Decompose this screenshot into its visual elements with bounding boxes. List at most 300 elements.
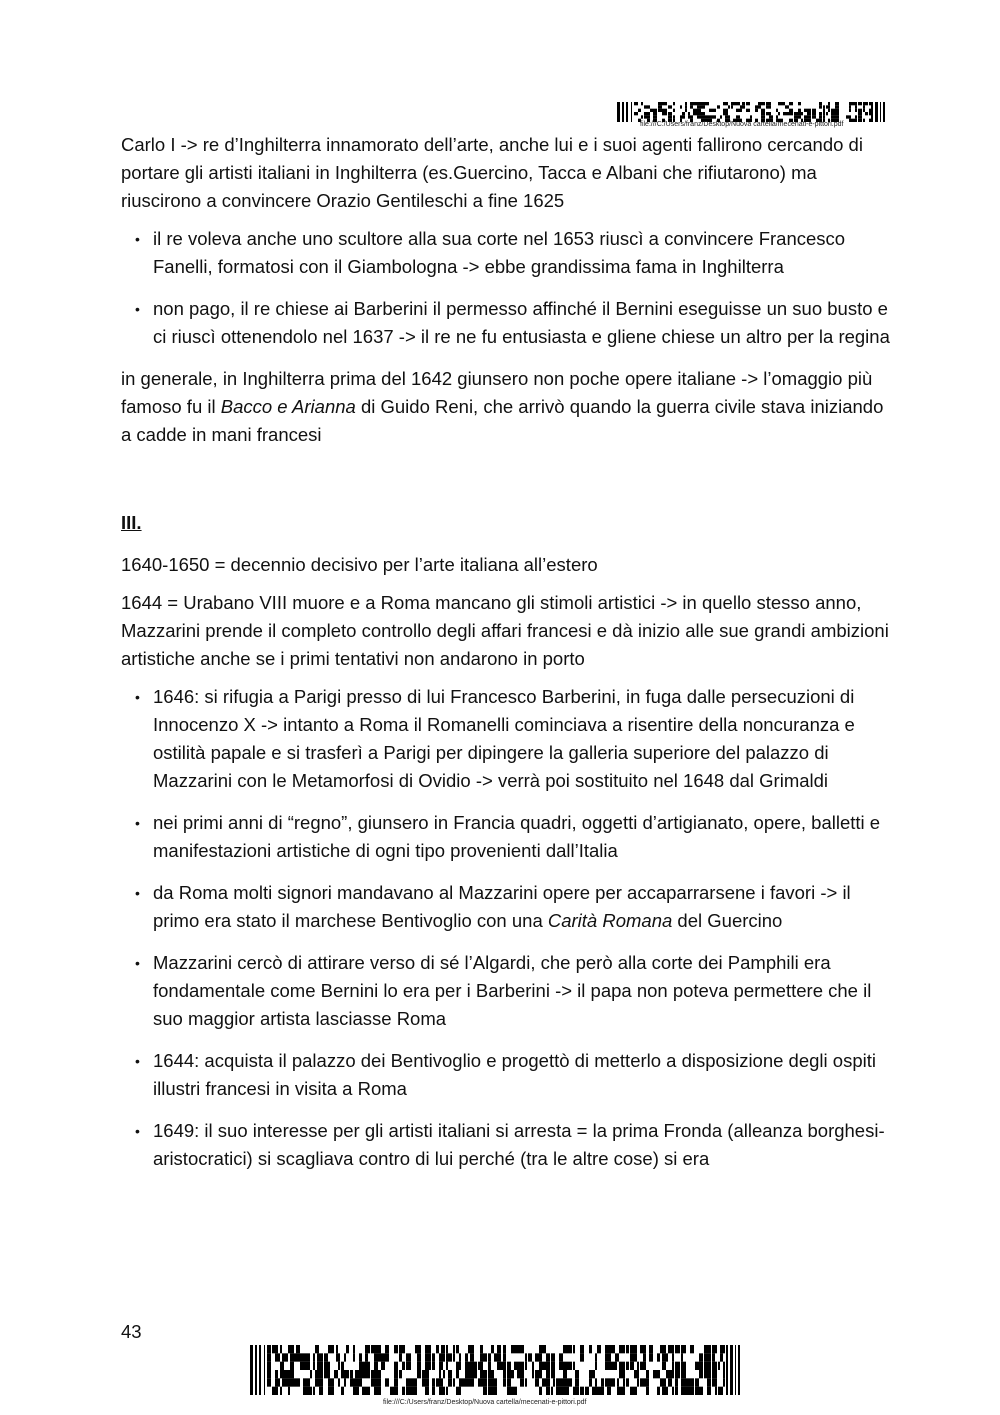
barcode-cell	[267, 1345, 271, 1353]
barcode-cell	[317, 1345, 319, 1353]
barcode-cell	[646, 1387, 649, 1395]
barcode-cell	[662, 112, 665, 115]
barcode-cell	[672, 1362, 674, 1370]
barcode-bar	[883, 102, 885, 122]
barcode-cell	[623, 1362, 625, 1370]
list-item: • non pago, il re chiese ai Barberini il permesso affinché il Bernini eseguisse un suo busto e ci riuscì ottenendolo nel 1637 -> il re ne fu entusiasta e gliene chiese un altro per la regina	[121, 295, 891, 351]
barcode-cell	[823, 105, 825, 108]
barcode-cell	[374, 1370, 378, 1378]
barcode-cell	[712, 115, 716, 118]
barcode-cell	[607, 1345, 611, 1353]
barcode-cell	[559, 1362, 563, 1370]
barcode-cell	[680, 105, 682, 108]
barcode-cell	[668, 115, 672, 118]
list-item: • nei primi anni di “regno”, giunsero in Francia quadri, oggetti d’artigianato, opere, balletti e manifestazioni artistiche di ogni tipo provenienti dall’Italia	[121, 809, 891, 865]
barcode-cell	[580, 1353, 584, 1361]
barcode-cell	[855, 115, 857, 118]
barcode-cell	[707, 1370, 711, 1378]
barcode-cell	[720, 115, 722, 118]
list-item: • 1646: si rifugia a Parigi presso di lui Francesco Barberini, in fuga dalle persecuzioni di Innocenzo X -> intanto a Roma il Romanelli cominciava a risentire della noncuranza e ostilità papale e si trasferì a Parigi per dipingere la galleria superiore del palazzo di Mazzarini con le Metamorfosi di Ovidio -> verrà poi sostituito nel 1648 dal Grimaldi	[121, 683, 891, 795]
barcode-cell	[267, 1353, 271, 1361]
barcode-cell	[371, 1378, 374, 1386]
barcode-cell	[441, 1353, 443, 1361]
barcode-cell	[758, 105, 761, 108]
barcode-cell	[338, 1378, 340, 1386]
barcode-cell	[362, 1362, 365, 1370]
barcode-cell	[662, 102, 665, 105]
barcode-cell	[758, 102, 761, 105]
barcode-cell	[300, 1353, 303, 1361]
barcode-cell	[712, 1353, 715, 1361]
barcode-cell	[761, 115, 765, 118]
list-item	[121, 879, 891, 935]
barcode-cell	[615, 1353, 617, 1361]
barcode-cell	[425, 1362, 429, 1370]
barcode-cell	[491, 1387, 494, 1395]
barcode-cell	[617, 1353, 619, 1361]
barcode-cell	[707, 1378, 711, 1386]
barcode-cell	[280, 1362, 282, 1370]
barcode-cell	[551, 1370, 553, 1378]
barcode-cell	[491, 1345, 494, 1353]
barcode-cell	[657, 1370, 660, 1378]
barcode-cell	[707, 1345, 711, 1353]
barcode-cell	[307, 1378, 310, 1386]
barcode-cell	[695, 1362, 699, 1370]
barcode-cell	[394, 1362, 398, 1370]
barcode-cell	[468, 1378, 470, 1386]
barcode-cell	[468, 1370, 470, 1378]
barcode-cell	[647, 105, 650, 108]
barcode-cell	[601, 1387, 604, 1395]
barcode-cell	[374, 1362, 378, 1370]
barcode-cell	[607, 1362, 611, 1370]
barcode-cell	[807, 115, 811, 118]
list-item: • il re voleva anche uno scultore alla sua corte nel 1653 riuscì a convincere Francesco Fanelli, formatosi con il Giambologna -> ebbe grandissima fama in Inghilterra	[121, 225, 891, 281]
barcode-cell	[511, 1370, 514, 1378]
barcode-cell	[712, 1345, 715, 1353]
barcode-cell	[697, 102, 701, 105]
barcode-cell	[453, 1378, 455, 1386]
barcode-cell	[394, 1378, 398, 1386]
barcode-cell	[685, 105, 687, 108]
barcode-cell	[480, 1378, 483, 1386]
artwork-title-carita-romana: Carità Romana	[547, 910, 673, 931]
barcode-cell	[303, 1353, 307, 1361]
barcode-cell	[491, 1378, 494, 1386]
barcode-cell	[417, 1345, 421, 1353]
barcode-cell	[863, 105, 865, 108]
barcode-cell	[294, 1353, 296, 1361]
barcode-cell	[355, 1370, 359, 1378]
barcode-cell	[303, 1362, 307, 1370]
barcode-cell	[812, 115, 816, 118]
barcode-cell	[619, 1387, 623, 1395]
barcode-cell	[385, 1353, 389, 1361]
barcode-cell	[715, 1345, 717, 1353]
barcode-cell	[520, 1370, 524, 1378]
barcode-cell	[275, 1345, 278, 1353]
barcode-cell	[643, 1362, 646, 1370]
barcode-cell	[798, 109, 801, 112]
barcode-cell	[666, 1353, 668, 1361]
barcode-cell	[507, 1370, 511, 1378]
barcode-cell	[682, 115, 685, 118]
barcode-cell	[267, 1370, 271, 1378]
barcode-cell	[470, 1378, 474, 1386]
barcode-cell	[324, 1353, 328, 1361]
barcode-cell	[332, 1387, 334, 1395]
barcode-cell	[480, 1370, 483, 1378]
barcode-cell	[436, 1345, 439, 1353]
barcode-cell	[720, 1345, 723, 1353]
barcode-cell	[704, 1370, 707, 1378]
barcode-cell	[638, 109, 641, 112]
barcode-cell	[641, 102, 643, 105]
barcode-cell	[411, 1378, 415, 1386]
barcode-cell	[723, 112, 725, 115]
barcode-cell	[849, 102, 851, 105]
barcode-cell	[673, 102, 675, 105]
barcode-cell	[497, 1353, 501, 1361]
barcode-cell	[350, 1370, 353, 1378]
barcode-cell	[542, 1362, 546, 1370]
barcode-cell	[835, 109, 839, 112]
barcode-cell	[359, 1378, 362, 1386]
barcode-cell	[701, 102, 705, 105]
barcode-cell	[532, 1370, 534, 1378]
barcode-cell	[483, 1353, 487, 1361]
barcode-cell	[611, 1345, 615, 1353]
barcode-cell	[683, 1370, 686, 1378]
barcode-cell	[278, 1353, 280, 1361]
barcode-cell	[539, 1353, 542, 1361]
barcode-cell	[683, 1378, 686, 1386]
barcode-cell	[630, 1362, 634, 1370]
barcode-cell	[278, 1378, 280, 1386]
barcode-cell	[267, 1362, 271, 1370]
barcode-cell	[605, 1362, 607, 1370]
barcode-cell	[865, 102, 868, 105]
barcode-cell	[456, 1370, 459, 1378]
barcode-cell	[275, 1353, 278, 1361]
barcode-cell	[690, 1378, 694, 1386]
barcode-cell	[362, 1387, 365, 1395]
barcode-cell	[607, 1387, 611, 1395]
barcode-cell	[336, 1353, 338, 1361]
barcode-cell	[319, 1378, 323, 1386]
barcode-cell	[290, 1353, 294, 1361]
barcode-bar	[622, 102, 624, 122]
barcode-cell	[686, 1378, 690, 1386]
barcode-cell	[658, 105, 662, 108]
barcode-cell	[313, 1387, 315, 1395]
barcode-bar	[880, 102, 881, 122]
barcode-cell	[697, 109, 701, 112]
barcode-cell	[595, 1362, 597, 1370]
barcode-cell	[658, 102, 662, 105]
barcode-bar	[250, 1345, 253, 1395]
barcode-cell	[681, 1370, 683, 1378]
barcode-cell	[284, 1353, 288, 1361]
barcode-cell	[595, 1378, 597, 1386]
barcode-cell	[368, 1362, 370, 1370]
barcode-cell	[740, 105, 742, 108]
barcode-cell	[595, 1387, 597, 1395]
barcode-cell	[546, 1378, 550, 1386]
barcode-bar	[738, 1345, 740, 1395]
barcode-cell	[807, 109, 811, 112]
barcode-cell	[665, 109, 667, 112]
barcode-cell	[665, 102, 667, 105]
barcode-cell	[849, 105, 851, 108]
barcode-cell	[673, 115, 675, 118]
barcode-cell	[828, 109, 830, 112]
barcode-cell	[789, 109, 793, 112]
barcode-cell	[776, 109, 778, 112]
barcode-cell	[446, 1345, 448, 1353]
barcode-cell	[406, 1378, 408, 1386]
barcode-cell	[675, 1345, 678, 1353]
barcode-cell	[634, 1370, 637, 1378]
barcode-cell	[623, 1345, 625, 1353]
barcode-cell	[766, 112, 769, 115]
barcode-cell	[275, 1378, 278, 1386]
barcode-cell	[319, 1370, 323, 1378]
barcode-cell	[494, 1378, 497, 1386]
barcode-cell	[828, 102, 830, 105]
barcode-cell	[503, 1370, 506, 1378]
barcode-cell	[336, 1370, 338, 1378]
barcode-cell	[720, 1387, 723, 1395]
barcode-cell	[483, 1378, 487, 1386]
barcode-cell	[640, 1378, 643, 1386]
barcode-cell	[718, 1387, 720, 1395]
barcode-cell	[385, 1345, 389, 1353]
barcode-cell	[573, 1387, 575, 1395]
barcode-cell	[378, 1353, 381, 1361]
barcode-cell	[769, 105, 771, 108]
barcode-cell	[812, 112, 816, 115]
barcode-cell	[858, 109, 862, 112]
barcode-cell	[288, 1345, 290, 1353]
barcode-cell	[520, 1362, 524, 1370]
barcode-cell	[789, 102, 793, 105]
barcode-cell	[317, 1378, 319, 1386]
barcode-cell	[546, 1353, 550, 1361]
barcode-cell	[804, 115, 807, 118]
barcode-cell	[728, 115, 730, 118]
barcode-cell	[672, 1345, 674, 1353]
barcode-cell	[448, 1370, 452, 1378]
closing-text-before: in generale, in Inghilterra prima del 1642 giunsero non poche opere italiane -> l’omaggio più famoso fu il	[121, 368, 873, 417]
barcode-cell	[778, 112, 780, 115]
barcode-cell	[385, 1378, 389, 1386]
barcode-bar	[264, 1345, 265, 1395]
barcode-cell	[731, 105, 733, 108]
barcode-cell	[542, 1345, 546, 1353]
artwork-title-bacco-e-arianna: Bacco e Arianna	[220, 396, 356, 417]
barcode-cell	[272, 1387, 275, 1395]
barcode-cell	[394, 1370, 398, 1378]
barcode-cell	[693, 102, 697, 105]
barcode-cell	[319, 1387, 323, 1395]
barcode-cell	[668, 1370, 672, 1378]
barcode-cell	[359, 1362, 362, 1370]
barcode-cell	[675, 1362, 678, 1370]
barcode-cell	[338, 1353, 340, 1361]
barcode-cell	[761, 112, 765, 115]
section-bullet-list	[121, 683, 891, 1173]
barcode-cell	[353, 1378, 355, 1386]
barcode-cell	[511, 1387, 514, 1395]
barcode-cell	[573, 1362, 575, 1370]
barcode-cell	[328, 1345, 330, 1353]
barcode-cell	[681, 1387, 683, 1395]
barcode-cell	[441, 1362, 443, 1370]
barcode-cell	[619, 1370, 623, 1378]
barcode-cell	[653, 112, 657, 115]
barcode-cell	[535, 1370, 539, 1378]
barcode-cell	[511, 1345, 514, 1353]
barcode-cell	[649, 1353, 653, 1361]
barcode-cell	[736, 102, 740, 105]
barcode-cell	[483, 1387, 487, 1395]
barcode-cell	[798, 112, 801, 115]
barcode-cell	[422, 1370, 425, 1378]
barcode-cell	[731, 102, 733, 105]
barcode-cell	[831, 115, 835, 118]
barcode-cell	[346, 1370, 349, 1378]
barcode-cell	[456, 1387, 459, 1395]
barcode-cell	[699, 1370, 703, 1378]
barcode-cell	[733, 102, 736, 105]
file-path-footer: file:///C:/Users/franz/Desktop/Nuova cartella/mecenati-e-pittori.pdf	[383, 1399, 587, 1406]
barcode-cell	[425, 1353, 429, 1361]
barcode-cell	[503, 1378, 506, 1386]
barcode-cell	[769, 115, 771, 118]
barcode-cell	[503, 1345, 506, 1353]
barcode-cell	[699, 1353, 703, 1361]
barcode-cell	[634, 1353, 637, 1361]
barcode-cell	[695, 1387, 699, 1395]
barcode-cell	[686, 1387, 690, 1395]
barcode-cell	[282, 1362, 284, 1370]
barcode-cell	[776, 115, 778, 118]
barcode-cell	[415, 1378, 417, 1386]
barcode-cell	[794, 112, 798, 115]
barcode-cell	[390, 1387, 394, 1395]
closing-text-after: di Guido Reni, che arrivò quando la guerra civile stava iniziando a cadde in mani francesi	[121, 396, 884, 445]
barcode-cell	[704, 1362, 707, 1370]
section-line-decade: 1640-1650 = decennio decisivo per l’arte italiana all’estero	[121, 554, 598, 575]
barcode-cell	[280, 1387, 282, 1395]
barcode-cell	[411, 1387, 415, 1395]
barcode-cell	[709, 115, 712, 118]
barcode-cell	[569, 1378, 572, 1386]
barcode-cell	[374, 1378, 378, 1386]
barcode-cell	[690, 102, 693, 105]
barcode-cell	[559, 1387, 563, 1395]
barcode-cell	[563, 1387, 567, 1395]
barcode-cell	[275, 1387, 278, 1395]
barcode-cell	[742, 102, 745, 105]
barcode-cell	[507, 1378, 511, 1386]
barcode-cell	[381, 1353, 385, 1361]
barcode-cell	[846, 115, 849, 118]
barcode-cell	[697, 115, 701, 118]
barcode-cell	[707, 1362, 711, 1370]
barcode-cell	[662, 1362, 666, 1370]
barcode-cell	[353, 1353, 355, 1361]
barcode-cell	[441, 1378, 443, 1386]
barcode-cell	[630, 1345, 634, 1353]
barcode-cell	[690, 1345, 694, 1353]
barcode-cell	[488, 1362, 491, 1370]
barcode-cell	[823, 115, 825, 118]
barcode-cell	[699, 1387, 703, 1395]
barcode-bar	[875, 102, 878, 122]
barcode-cell	[801, 112, 803, 115]
barcode-cell	[701, 115, 705, 118]
barcode-cell	[766, 105, 769, 108]
section-heading: III.	[121, 512, 142, 533]
barcode-cell	[723, 1378, 725, 1386]
intro-paragraph: Carlo I -> re d’Inghilterra innamorato dell’arte, anche lui e i suoi agenti fallirono cercando di portare gli artisti italiani in Inghilterra (es.Guercino, Tacca e Albani che rifiutarono) ma riuscirono a convincere Orazio Gentileschi a fine 1625	[121, 134, 863, 211]
barcode-cell	[539, 1345, 542, 1353]
barcode-cell	[341, 1387, 344, 1395]
barcode-cell	[705, 115, 709, 118]
barcode-cell	[290, 1362, 294, 1370]
barcode-cell	[740, 109, 742, 112]
barcode-cell	[623, 1387, 625, 1395]
barcode-cell	[470, 1362, 474, 1370]
barcode-cell	[344, 1378, 346, 1386]
barcode-cell	[717, 105, 720, 108]
barcode-cell	[517, 1345, 520, 1353]
barcode-cell	[507, 1387, 511, 1395]
barcode-cell	[422, 1378, 425, 1386]
barcode-cell	[353, 1345, 355, 1353]
barcode-cell	[678, 1345, 680, 1353]
barcode-cell	[826, 105, 828, 108]
barcode-cell	[630, 1387, 634, 1395]
barcode-cell	[296, 1345, 300, 1353]
barcode-cell	[525, 1362, 527, 1370]
barcode-cell	[429, 1362, 431, 1370]
barcode-cell	[374, 1387, 378, 1395]
barcode-cell	[432, 1362, 435, 1370]
barcode-cell	[525, 1353, 527, 1361]
barcode-cell	[501, 1362, 503, 1370]
barcode-cell	[432, 1353, 435, 1361]
barcode-cell	[728, 105, 730, 108]
barcode-cell	[429, 1353, 431, 1361]
barcode-cell	[378, 1370, 381, 1378]
barcode-cell	[704, 1353, 707, 1361]
barcode-cell	[626, 1345, 629, 1353]
barcode-cell	[819, 105, 822, 108]
list-item: • 1649: il suo interesse per gli artisti italiani si arresta = la prima Fronda (alleanza borghesi-aristocratici) si scagliava contro di lui perché (tra le altre cose) si era	[121, 1117, 891, 1173]
barcode-cell	[441, 1345, 443, 1353]
barcode-cell	[683, 1362, 686, 1370]
barcode-cell	[755, 109, 758, 112]
barcode-cell	[835, 112, 839, 115]
barcode-cell	[699, 1362, 703, 1370]
barcode-cell	[439, 1387, 441, 1395]
barcode-cell	[863, 102, 865, 105]
barcode-cell	[310, 1387, 312, 1395]
